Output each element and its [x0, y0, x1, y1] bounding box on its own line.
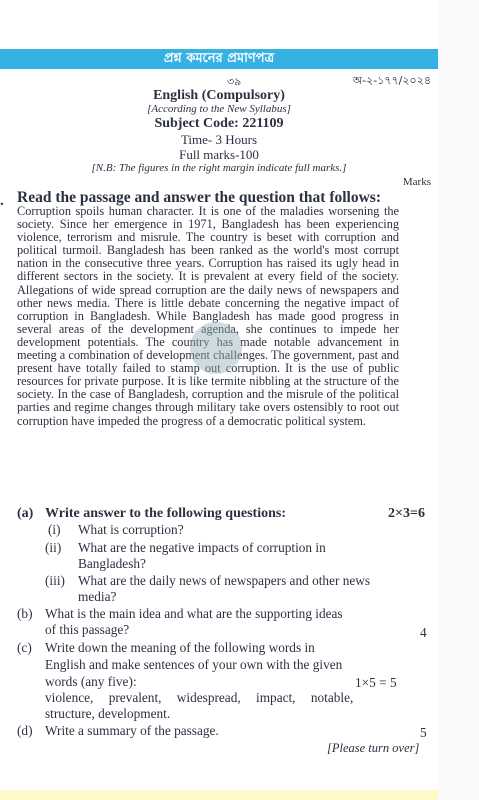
marks-heading: Marks — [402, 176, 431, 188]
question-a-ii: What are the negative impacts of corruption in — [78, 540, 326, 555]
part-d-label: (d) — [17, 723, 33, 738]
watermark-stamp — [190, 322, 242, 374]
part-a-heading: Write answer to the following questions: — [45, 506, 286, 521]
exam-time: Time- 3 Hours — [180, 132, 258, 147]
part-b-marks: 4 — [420, 625, 427, 640]
part-b-text-cont: of this passage? — [45, 622, 130, 637]
part-c-marks: 1×5 = 5 — [355, 675, 397, 690]
paper-code: অ-২-১৭৭/২০২৪ — [352, 74, 431, 87]
banner: প্রশ্ন কমনের প্রমাণপত্র — [0, 49, 438, 69]
nb-note: [N.B: The figures in the right margin indicate full marks.] — [91, 162, 347, 174]
part-a-marks: 2×3=6 — [388, 506, 425, 521]
question-a-iii-label: (iii) — [45, 573, 65, 588]
question-a-ii-label: (ii) — [45, 540, 62, 555]
part-d-marks: 5 — [420, 725, 427, 740]
subject-code: Subject Code: 221109 — [154, 116, 284, 131]
part-c-words: violence, prevalent, widespread, impact, notable, — [45, 690, 354, 705]
question-a-iii: What are the daily news of newspapers and other news — [78, 573, 371, 588]
syllabus-note: [According to the New Syllabus] — [147, 103, 291, 115]
passage: Corruption spoils human character. It is one of the maladies worsening the society. Since her emergence in 1971, Bangladesh has been experiencing violence, terrorism and misrule. The country is beset with corruption and political turmoil. Bangladesh has been ranked as the world's most corrupt nation in the consecutive three years. Corruption has raised its ugly head in different sectors in the society. It is prevalent at every field of the society. Allegations of wide spread corruption are the daily news of newspapers and other news media. There is little debate concerning the negative impact of corruption in Bangladesh. While Bangladesh has made good progress in several areas of the development agenda, she continues to impede her development potentials. The country has made notable advancement in meeting a combination of development challenges. The government, past and present have totally failed to stamp out corruption. It is the use of public resources for private purpose. It is like termite nibbling at the structure of the society. In the case of Bangladesh, corruption and the misrule of the political parties and regime changes through military take overs ostensibly to root out corruption have impeded the progress of a democratic political system. — [17, 204, 399, 428]
part-b-text: What is the main idea and what are the supporting ideas — [45, 606, 343, 621]
part-c-text-2: English and make sentences of your own with the given — [45, 657, 343, 672]
page-bottom-edge — [0, 790, 438, 800]
part-a-label: (a) — [17, 506, 34, 521]
part-c-text: Write down the meaning of the following words in — [45, 640, 315, 655]
question-a-ii-cont: Bangladesh? — [78, 556, 146, 571]
question-a-i: What is corruption? — [78, 522, 184, 537]
turn-over-note: [Please turn over] — [327, 741, 420, 755]
part-c-text-3: words (any five): — [45, 674, 137, 689]
exam-title: English (Compulsory) — [153, 88, 285, 103]
question-number: . — [0, 193, 4, 209]
question-a-i-label: (i) — [48, 522, 61, 537]
full-marks: Full marks-100 — [179, 147, 259, 162]
part-d-text: Write a summary of the passage. — [45, 723, 219, 738]
part-c-label: (c) — [17, 640, 32, 655]
question-a-iii-cont: media? — [78, 589, 117, 604]
page-number: ৩৯ — [227, 75, 242, 88]
page-margin-strip — [438, 0, 479, 800]
question-heading: Read the passage and answer the question that follows: — [17, 189, 381, 206]
part-c-words-cont: structure, development. — [45, 706, 171, 721]
part-b-label: (b) — [17, 606, 33, 621]
